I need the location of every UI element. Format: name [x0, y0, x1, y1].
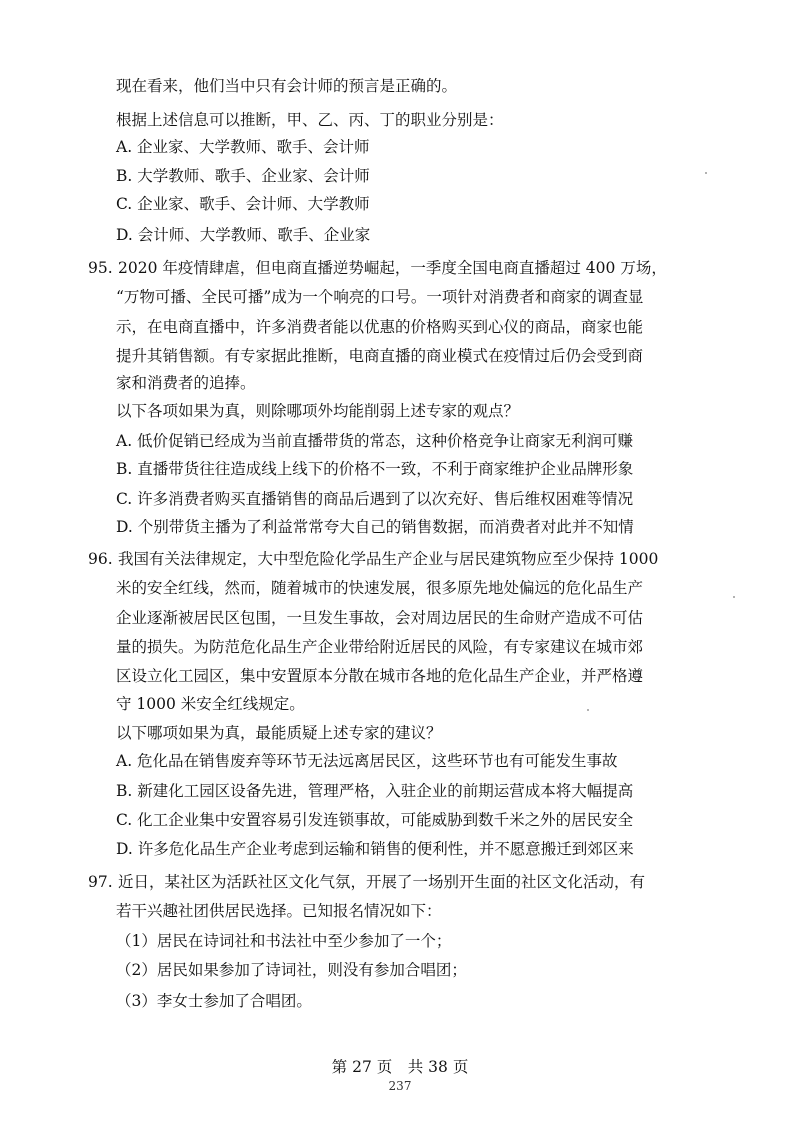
question-95-line-1: 2020 年疫情肆虐，但电商直播逆势崛起，一季度全国电商直播超过 400 万场，: [118, 259, 667, 277]
question-97-number: 97.: [88, 873, 113, 891]
question-97-condition-3: （3）李女士参加了合唱团。: [116, 992, 312, 1010]
question-96-prompt: 以下哪项如果为真，最能质疑上述专家的建议？: [116, 724, 442, 742]
question-96-line-4: 量的损失。为防范危化品生产企业带给附近居民的风险，有专家建议在城市郊: [116, 638, 644, 656]
previous-option-a: A. 企业家、大学教师、歌手、会计师: [116, 138, 370, 156]
question-97-line-1: 近日，某社区为活跃社区文化气氛，开展了一场别开生面的社区文化活动，有: [118, 873, 646, 891]
previous-option-c: C. 企业家、歌手、会计师、大学教师: [116, 195, 370, 213]
question-95-line-2: “万物可播、全民可播”成为一个响亮的口号。一项针对消费者和商家的调查显: [116, 288, 644, 306]
question-97-condition-1: （1）居民在诗词社和书法社中至少参加了一个；: [116, 932, 452, 950]
question-96-line-5: 区设立化工园区，集中安置原本分散在城市各地的危化品生产企业，并严格遵: [116, 667, 644, 685]
previous-option-b: B. 大学教师、歌手、企业家、会计师: [116, 167, 370, 185]
question-97-condition-2: （2）居民如果参加了诗词社，则没有参加合唱团；: [116, 961, 467, 979]
question-95-option-b: B. 直播带货往往造成线上线下的价格不一致，不利于商家维护企业品牌形象: [116, 460, 634, 478]
previous-question-continuation: 现在看来，他们当中只有会计师的预言是正确的。: [116, 77, 458, 95]
question-96-line-6: 守 1000 米安全红线规定。: [116, 695, 305, 713]
question-95-number: 95.: [88, 259, 113, 277]
page-number-label: 第 27 页 共 38 页: [331, 1058, 469, 1076]
question-95-line-5: 家和消费者的追捧。: [116, 374, 256, 392]
question-95-option-a: A. 低价促销已经成为当前直播带货的常态，这种价格竞争让商家无利润可赚: [116, 432, 634, 450]
question-96-option-c: C. 化工企业集中安置容易引发连锁事故，可能威胁到数千米之外的居民安全: [116, 811, 634, 829]
question-96-line-2: 米的安全红线，然而，随着城市的快速发展，很多原先地处偏远的危化品生产: [116, 579, 644, 597]
question-95-line-4: 提升其销售额。有专家据此推断，电商直播的商业模式在疫情过后仍会受到商: [116, 347, 644, 365]
question-96-line-3: 企业逐渐被居民区包围，一旦发生事故，会对周边居民的生命财产造成不可估: [116, 609, 644, 627]
scan-speck: [587, 709, 589, 711]
question-96-option-b: B. 新建化工园区设备先进，管理严格，入驻企业的前期运营成本将大幅提高: [116, 782, 634, 800]
scan-speck: [733, 596, 735, 598]
question-96-option-a: A. 危化品在销售废弃等环节无法远离居民区，这些环节也有可能发生事故: [116, 752, 618, 770]
question-95-line-3: 示，在电商直播中，许多消费者能以优惠的价格购买到心仪的商品，商家也能: [116, 318, 644, 336]
question-97-line-2: 若干兴趣社团供居民选择。已知报名情况如下：: [116, 902, 442, 920]
question-96-number: 96.: [88, 550, 113, 568]
question-95-option-c: C. 许多消费者购买直播销售的商品后遇到了以次充好、售后维权困难等情况: [116, 490, 634, 508]
question-95-prompt: 以下各项如果为真，则除哪项外均能削弱上述专家的观点？: [116, 402, 520, 420]
previous-question-prompt: 根据上述信息可以推断，甲、乙、丙、丁的职业分别是：: [116, 111, 504, 129]
previous-option-d: D. 会计师、大学教师、歌手、企业家: [116, 226, 371, 244]
question-96-line-1: 我国有关法律规定，大中型危险化学品生产企业与居民建筑物应至少保持 1000: [118, 550, 659, 568]
question-96-option-d: D. 许多危化品生产企业考虑到运输和销售的便利性，并不愿意搬迁到郊区来: [116, 840, 634, 858]
printed-page-number: 237: [388, 1079, 412, 1093]
question-95-option-d: D. 个别带货主播为了利益常常夸大自己的销售数据，而消费者对此并不知情: [116, 518, 634, 536]
scan-speck: [705, 172, 707, 174]
